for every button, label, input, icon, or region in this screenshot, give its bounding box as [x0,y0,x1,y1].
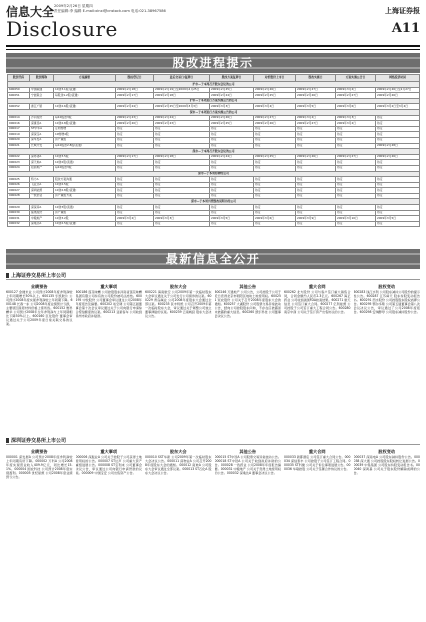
table-cell: 待定 [154,210,210,216]
table-cell: 待定 [336,165,376,171]
table-cell: 2009年3月6日 [336,104,376,110]
table-cell: 待定 [116,165,154,171]
sz-column-subhead: 股东大会 [169,449,187,454]
table-cell: 待定 [336,137,376,143]
progress-table [7,74,420,227]
sz-column-subhead: 重大事项 [100,449,118,454]
table-group-label: 沪市—于本周召开股东会议的公司 [8,82,420,88]
masthead-rule-thin [6,49,420,50]
table-cell: 待定 [210,165,254,171]
sz-section-title: 深圳证券交易所上市公司 [11,438,67,444]
table-cell: 10送2.6股(流通) [54,104,116,110]
table-cell: 2009年3月9日 [296,216,336,222]
sz-section-rule [6,444,420,445]
table-cell: 待定 [254,160,296,166]
table-cell: 待定 [296,132,336,138]
sh-column [215,283,282,423]
table-header-cell: 股票简称 [30,75,54,82]
table-cell: 待定 [376,126,420,132]
sz-column-subhead: 股权变动 [378,449,396,454]
table-cell: 2009年2月18日 [116,87,154,93]
sh-section-rule [6,279,420,280]
table-cell: 000017 [8,126,30,132]
table-cell: 待定 [210,177,254,183]
table-cell: 600051 [8,93,30,99]
table-cell: 待定 [210,205,254,211]
table-cell: 长城开发 [30,143,54,149]
table-cell: 待定 [296,205,336,211]
table-cell: 2009年3月2日 [336,87,376,93]
table-cell: 10送2.8股(流通) [54,121,116,127]
section-title-en: Disclosure [6,17,118,41]
table-cell: 2009年2月19日至2009年2月25日 [154,87,210,93]
sh-column [6,283,73,423]
sh-column-subhead: 股权变动 [378,284,396,289]
table-header-cell: 最后交易日/复牌日 [154,75,210,82]
table-cell: 待定 [154,143,210,149]
table-cell: 待定 [116,193,154,199]
table-cell: 待定 [116,126,154,132]
sh-column-text: 600262 北方股份 公司与客户签订重大销售合同，合同金额约人民币2.3亿元。600267 海正药业 公司收到美国FDA检查结果。600271 航天信息 公司签订重大合同。600277 亿利能源 公司控股子公司签订重大工程合同公告。600280 南京中商 公司关于签订资产出售协议的公告。 [284,290,351,315]
table-cell: 2009年3月3日 [336,115,376,121]
table-cell: 待定 [336,188,376,194]
sz-column [284,448,351,618]
table-cell: 深圳能源 [30,188,54,194]
table-group-label: 沪市—于本周进行方案实施公告的公司 [8,98,420,104]
table-cell: 000030 [8,210,30,216]
sh-column-text: 600246 万通地产 公司公告，公司控股子公司于近日竞得北京市朝阳区地块土地使用权。600251 冠农股份 公司关于召开2008年度股东大会的通知。600257 大湖股份 公司股票交易异常波动公告，经向公司控股股东问询，不存在应披露而未披露的重大信息。600260 凯乐科技 公司董事会决议公告。 [214,290,281,319]
table-cell: 待定 [336,205,376,211]
table-cell: 2009年3月5日 [210,216,254,222]
table-cell: 2009年3月5日 [296,104,336,110]
table-cell: 待定 [254,205,296,211]
table-cell: 待定 [154,132,210,138]
table-cell: 2009年3月2日 [116,216,154,222]
table-cell: 000014 [8,115,30,121]
table-cell: 2009年2月24日 [210,93,254,99]
table-cell: 特力A [30,177,54,183]
table-cell: 深桑达A [30,221,54,227]
table-cell: 待定 [210,193,254,199]
table-cell: 待定 [116,132,154,138]
table-cell: 深深房A [30,205,54,211]
table-cell: 待定 [296,221,336,227]
table-cell: 待定 [296,193,336,199]
sz-column [6,448,73,618]
sh-column-text: 600283 钱江水利 公司股东减持公司股份的提示性公告。600287 江苏舜天 股东持股变动报告书。600291 西水股份 公司控股股东股权质押公告。600295 鄂尔多斯 公司第五届董事会第八次会议决议公告，审议通过了公司2008年度报告。600298 安琪酵母 公司股东减持股份公告。 [353,290,420,315]
table-cell: 000022 [8,154,30,160]
section-brand-cn: 信息大全 [6,5,55,19]
table-cell: 2009年3月2日 [336,121,376,127]
table-cell: 2009年2月25日 [254,154,296,160]
table-cell: 待定 [376,115,420,121]
table-cell: 2009年2月26日 [376,154,420,160]
table-cell: 2009年2月24日 [116,104,154,110]
table-cell: 待定 [254,132,296,138]
table-cell: 待定 [116,143,154,149]
editor-contact: 责任编辑:李 编辑 E-mail:xinxi@cnstock.com 电话:021-38967586 [54,8,166,13]
table-cell: 10转增4股 [54,132,116,138]
table-cell: 待定 [154,160,210,166]
table-cell: 待定 [254,221,296,227]
table-cell: 待定 [154,188,210,194]
table-cell: 待定 [116,177,154,183]
table-cell: 2009年2月27日 [336,154,376,160]
table-cell: 10送2.8股(流通) [54,188,116,194]
table-cell: 待定 [336,160,376,166]
table-cell: 待定 [296,210,336,216]
table-header-cell: 股票代码 [8,75,30,82]
table-cell: 待定 [296,182,336,188]
issue-date: 2009年2月26日 星期四 [54,4,93,8]
sz-column [76,448,143,618]
progress-table-wrap [7,74,419,244]
table-cell: 待定 [296,126,336,132]
table-cell: 待定 [116,205,154,211]
sz-section-heading [6,437,66,444]
table-cell: 待定 [254,165,296,171]
table-group-label: 深市—于本周进行方案实施公告的公司 [8,109,420,115]
sz-column-text: 000001 深发展A 公司预计2008年度净利润较上年同期有所下降。000002 万科A 公司2008年度实现营业收入409.9亿元，同比增长15.1%。000004 国农科技 公司预计2008年度实现盈利。000005 世纪星源 公司2008年度业绩预亏公告。 [6,455,73,480]
table-cell: 000029 [8,205,30,211]
table-cell: 待定 [254,137,296,143]
table-cell: 10送3.2股 [54,216,116,222]
table-cell: 待定 [296,137,336,143]
sh-column [76,283,143,423]
table-cell: 待定 [210,132,254,138]
table-cell: 待定 [296,177,336,183]
sz-column [354,448,421,618]
table-cell: 待定 [210,126,254,132]
table-cell: 每10股送3股 [54,165,116,171]
sz-column-subhead: 业绩预告 [30,449,48,454]
table-cell: 2009年2月20日 [116,121,154,127]
table-header-cell: 股权登记日 [116,75,154,82]
sh-column [354,283,421,423]
table-cell: 600050 [8,87,30,93]
issue-info [54,4,224,13]
sh-section-heading [6,272,66,279]
table-cell: 000020 [8,137,30,143]
table-cell: 2009年2月23日 [154,121,210,127]
table-cell: 每股送1.2股(流通) [54,93,116,99]
table-cell: 2009年2月23日 [116,115,154,121]
table-cell: 10送3.1股(流通) [54,87,116,93]
table-cell: 2009年2月24日 [210,154,254,160]
table-cell: 2009年2月25日 [254,93,296,99]
table-cell: 待定 [376,121,420,127]
table-cell: 资产重组 [54,137,116,143]
table-cell: 待定 [154,165,210,171]
table-cell: 2009年2月18日 [154,93,210,99]
table-cell: 2009年2月27日 [296,87,336,93]
table-cell: 招商地产 [30,165,54,171]
sh-column-subhead: 重大事项 [100,284,118,289]
table-cell: 待定 [336,132,376,138]
table-cell: 2009年2月17日 [116,93,154,99]
table-header-cell: 对价股份上市日 [254,75,296,82]
table-cell: 000032 [8,221,30,227]
sz-column-text: 000037 深南电A 公司股东减持股份公告。000038 深大通 公司控股股东股权转让进展公告。000039 中集集团 公司股东持股变动报告书。000040 深鸿基 公司关于股东股份解除质押的公告。 [353,455,420,476]
table-cell: 2009年3月3日 [154,216,210,222]
sh-column-subhead: 重大合同 [308,284,326,289]
table-cell: 10送3.5股 [54,154,116,160]
table-cell: 待定 [376,193,420,199]
table-group-label: 深市—于本周刊登股改说明书的公司 [8,199,420,205]
table-cell: 每10股送3股 [54,115,116,121]
table-cell: 待定 [116,210,154,216]
table-cell: 待定 [254,126,296,132]
table-cell: 待定 [376,205,420,211]
table-cell: 10送3股(流通) [54,205,116,211]
table-cell: 待定 [210,188,254,194]
masthead-rule [6,45,420,47]
sh-column-text: 600221 海南航空 公司2009年第一次临时股东大会审议通过关于公司发行公司债券的议案。600229 青岛碱业 公司2008年度股东大会通过全部议案。600235 民丰特纸 公司召开2009年第一次临时股东大会，审议通过关于调整公司独立董事津贴的议案。600239 云南城投 股东大会决议公告。 [145,290,212,319]
table-cell: 600052 [8,104,30,110]
sh-article-columns [6,283,420,423]
table-cell: 待定 [296,188,336,194]
table-cell: 2009年2月24日 [154,115,210,121]
table-cell: 深天地A [30,160,54,166]
table-cell: 待定 [336,193,376,199]
table-group-label: 深市—于本周召开股东会议的公司 [8,149,420,155]
table-cell: 2009年2月27日 [336,93,376,99]
table-cell: 待定 [254,143,296,149]
table-cell: 2009年3月2日至3月4日 [376,104,420,110]
table-cell: 深华发A [30,137,54,143]
table-cell: 2009年2月28日 [376,143,420,149]
table-cell: 待定 [210,210,254,216]
table-cell: ST中华A [30,126,54,132]
news-banner-title: 最新信息全公开 [165,252,261,266]
table-cell: 待定 [376,210,420,216]
table-cell: 待定 [154,137,210,143]
table-header-cell: 股改方案复牌日 [210,75,254,82]
table-cell: 待定 [254,182,296,188]
table-cell: 000031 [8,216,30,222]
table-cell: 2009年2月25日 [210,121,254,127]
table-cell: 待定 [376,132,420,138]
progress-banner-title: 股改进程提示 [172,56,254,70]
table-cell: 2009年3月4日 [254,104,296,110]
table-cell: 待定 [336,221,376,227]
table-cell: 待定 [154,126,210,132]
table-cell: 000024 [8,165,30,171]
table-cell: 2009年2月26日 [296,93,336,99]
sz-article-columns [6,448,420,618]
sh-column-subhead: 股东大会 [169,284,187,289]
table-cell: 待定 [336,177,376,183]
page-number: A11 [391,21,420,36]
table-cell: 待定 [116,188,154,194]
table-cell: 待定 [210,182,254,188]
table-cell: 2009年2月26日 [254,121,296,127]
table-cell: 飞亚达A [30,182,54,188]
table-cell: 2009年2月17日 [116,154,154,160]
table-cell: 10送2股(流通) [54,160,116,166]
table-cell: 定向转增 [54,126,116,132]
table-header-row [8,75,420,82]
sz-column [145,448,212,618]
table-header-cell: 方案摘要 [54,75,116,82]
table-cell: 中粮地产 [30,216,54,222]
table-cell: 待定 [154,182,210,188]
table-cell: 000028 [8,193,30,199]
table-cell: 000023 [8,160,30,166]
table-cell: 10送2.5股 [54,182,116,188]
table-header-cell: 股改实施日 [296,75,336,82]
table-cell: 2009年2月26日 [254,87,296,93]
table-cell: 富奥股份 [30,210,54,216]
table-cell: 2009年2月26日 [210,115,254,121]
sh-column-text: 600127 金健米业 公司预计2008年度净利润较上年同期增长50%以上。600135 乐凯胶片 公司预计2008年度实现净利润较上年同期下降。600148 长春一东 公司2008年度业绩预计亏损，主要原因是原材料价格上涨所致。600152 维科精华 公司预计2008年全年净利润与上年同期相比下降50%以上。600160 巨化股份 董事会审议通过关于公司2009年度日常关联交易的议案。 [6,290,73,327]
sz-column [215,448,282,618]
table-cell: 2009年2月25日至2009年3月3日 [154,104,210,110]
table-cell: 2009年2月18日 [154,154,210,160]
table-cell: 深康佳A [30,121,54,127]
table-cell: 2009年2月26日 [296,154,336,160]
sh-column [284,283,351,423]
table-cell: 待定 [116,182,154,188]
progress-banner [6,53,420,73]
table-row [8,221,420,227]
table-cell: 待定 [376,177,420,183]
table-cell: 2009年2月27日 [296,121,336,127]
table-cell: 待定 [376,188,420,194]
sh-column [145,283,212,423]
table-cell: 000025 [8,177,30,183]
table-cell: 000026 [8,182,30,188]
table-cell: 宁波联合 [30,93,54,99]
table-cell: 待定 [210,221,254,227]
table-cell: 待定 [376,182,420,188]
table-cell: 2009年3月3日 [210,104,254,110]
table-header-cell: 网络投票时间 [376,75,420,82]
table-cell: 000021 [8,143,30,149]
sz-column-text: 000015 ST中冠A 公司股票交易异常波动公告。000018 ST中冠A 公司关于收到政府补助的公告。000028 一致药业 公司2008年年度报告摘要。000031 中粮地产 公司关于竞得土地使用权的公告。000032 深桑达A 董事会决议公告。 [214,455,281,476]
table-cell: 待定 [296,143,336,149]
sh-section-title: 上海证券交易所上市公司 [11,273,67,279]
table-cell: 2009年3月6日 [254,216,296,222]
table-cell: 待定 [336,182,376,188]
table-cell: 待定 [154,221,210,227]
table-cell: 沙河股份 [30,115,54,121]
table-cell: 2009年3月10日 [336,216,376,222]
table-cell: 待定 [154,177,210,183]
table-cell: 待定 [154,193,210,199]
sz-column-text: 000033 新都酒店 公司签订重大合同公告。000034 深信泰丰 公司控股子公司签订工程合同。000035 ST科健 公司关于诉讼事项进展公告。000036 华联控股 公司关于签署合作协议的公告。 [284,455,351,472]
table-header-cell: 方案实施公告日 [336,75,376,82]
table-cell: 待定 [296,165,336,171]
table-cell: 000016 [8,121,30,127]
table-cell: 000027 [8,188,30,194]
table-cell: 2009年2月25日 [210,87,254,93]
table-cell: 待定 [376,137,420,143]
table-cell: 中国联通 [30,87,54,93]
table-cell: 待定 [254,210,296,216]
table-cell: 2009年2月26日至2月27日 [376,87,420,93]
table-cell: 待定 [116,137,154,143]
newspaper-name: 上海证券报 [385,7,420,15]
table-cell: 股改方案沟通 [54,177,116,183]
table-cell: 资产重组方案 [54,193,116,199]
news-banner [6,249,420,269]
table-cell: 000019 [8,132,30,138]
table-cell: 资产重组 [54,210,116,216]
table-cell: 待定 [376,160,420,166]
sz-column-text: 000006 深振业A 公司关于控股子公司获得土地使用权的公告。000007 ST达声 公司重大资产重组进展公告。000008 ST宝利来 公司董事会决议公告，审议通过公司向银行申请贷款的议案。000009 中国宝安 公司出售资产公告。 [75,455,142,476]
table-cell: 2009年2月27日 [254,115,296,121]
table-cell: 浙江广厦 [30,104,54,110]
table-cell: 待定 [254,177,296,183]
table-cell: 深赤湾A [30,154,54,160]
table-cell: 待定 [336,126,376,132]
table-cell: 待定 [376,221,420,227]
table-cell: 待定 [296,160,336,166]
sh-column-subhead: 业绩预告 [30,284,48,289]
table-cell: 待定 [116,221,154,227]
table-cell: 2009年3月5日 [376,216,420,222]
sh-column-text: 600186 莲花味精 公司控股股东河南省莲花味精集团有限公司持有的公司股份被司法冻结。600195 中牧股份 公司董事会审议通过公司2008年年度报告及摘要。600202 哈空调 公司第五届董事会第十次会议审议通过关于公司向银行申请综合授信额度的议案。600213 亚星客车 公司收到扬州市政府补贴款。 [75,290,142,319]
table-cell: 待定 [376,165,420,171]
table-cell: 待定 [336,210,376,216]
table-cell: 待定 [154,205,210,211]
table-cell: 2009年3月2日 [296,115,336,121]
table-cell: 10送2.5股(流通) [54,221,116,227]
table-group-label: 深市—于本周停牌的公司 [8,171,420,177]
table-cell: 待定 [210,160,254,166]
sz-column-subhead: 重大合同 [308,449,326,454]
sh-column-subhead: 其他公告 [239,284,257,289]
table-cell: 每10股送2.8股(流通) [54,143,116,149]
table-cell: 待定 [210,143,254,149]
table-cell: 待定 [254,188,296,194]
sz-column-subhead: 其他公告 [239,449,257,454]
table-cell: 深深宝A [30,132,54,138]
table-cell: 待定 [336,143,376,149]
table-cell: 2009年2月26日 [376,93,420,99]
sz-column-text: 000010 SST华新 公司2009年第一次临时股东大会决议公告。000011 深物业A 公司召开2008年度股东大会的通知。000012 南玻A 公司股东大会审议通过全部议案。000013 ST石化A 股东大会决议公告。 [145,455,212,476]
table-cell: 一致药业 [30,193,54,199]
table-cell: 待定 [210,137,254,143]
table-cell: 待定 [116,160,154,166]
table-cell: 待定 [254,193,296,199]
